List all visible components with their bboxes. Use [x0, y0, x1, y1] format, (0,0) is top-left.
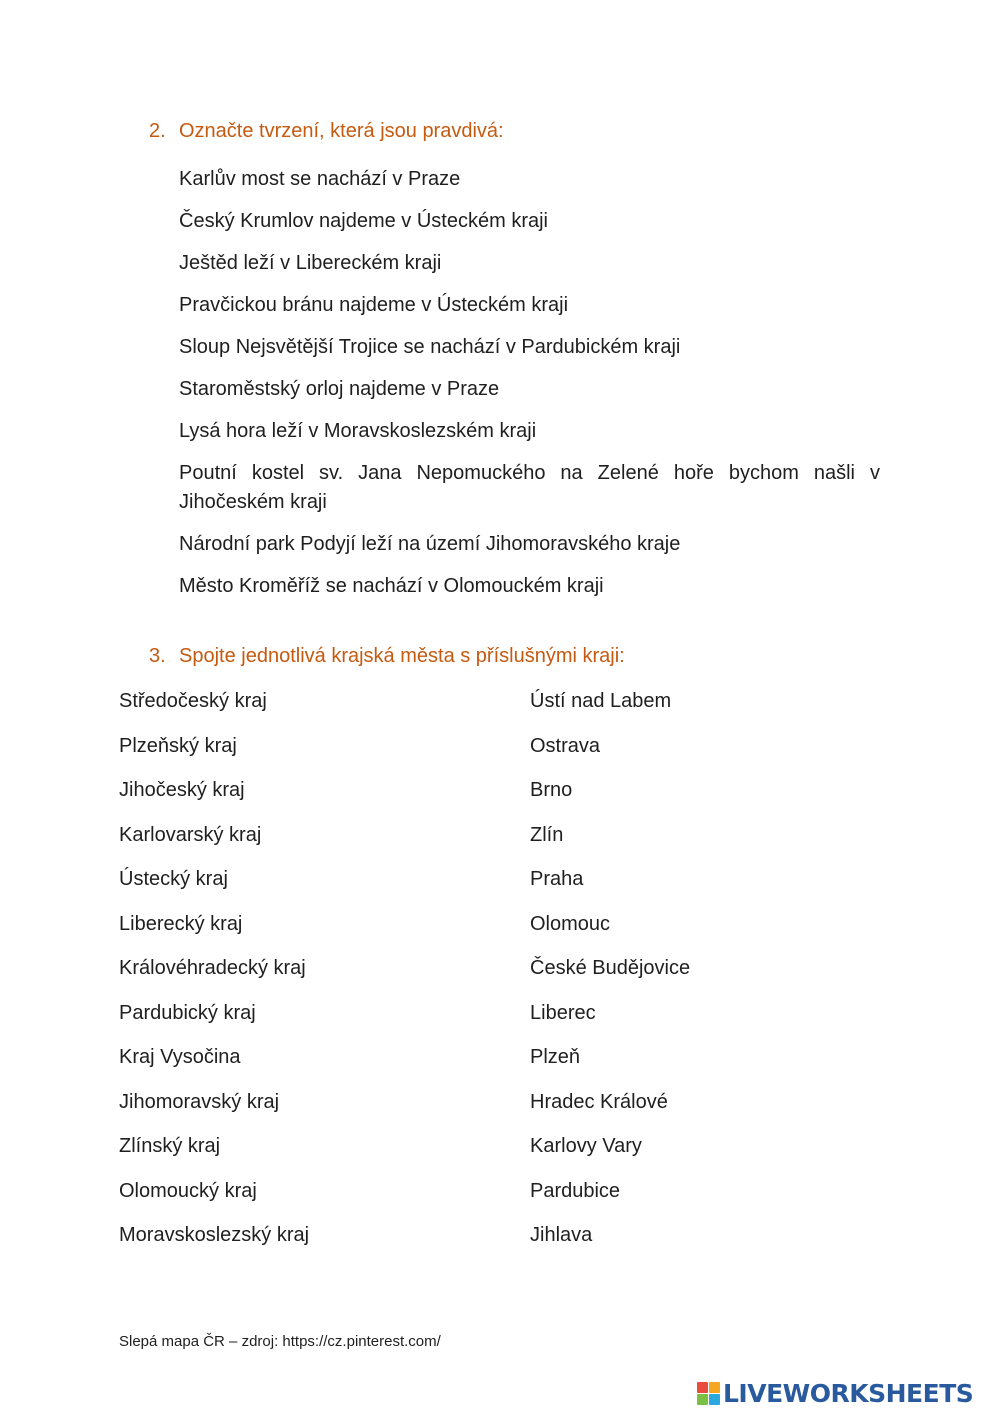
match-row [119, 822, 879, 867]
logo-mark-icon [697, 1382, 720, 1405]
city-item[interactable]: Olomouc [530, 912, 611, 935]
section-3-number: 3. [149, 645, 166, 667]
region-item[interactable]: Jihomoravský kraj [119, 1090, 280, 1113]
match-row [119, 1133, 879, 1178]
region-item[interactable]: Kraj Vysočina [119, 1046, 241, 1068]
city-item[interactable]: Praha [530, 868, 584, 890]
logo-tile [697, 1394, 708, 1405]
city-item[interactable]: Jihlava [530, 1224, 593, 1246]
logo-tile [709, 1382, 720, 1393]
city-item[interactable]: České Budějovice [530, 957, 691, 979]
region-item[interactable]: Plzeňský kraj [119, 734, 237, 757]
statement-item[interactable]: Sloup Nejsvětější Trojice se nachází v Pardubickém kraji [179, 336, 681, 358]
match-row [119, 1000, 879, 1045]
region-item[interactable]: Olomoucký kraj [119, 1179, 257, 1202]
section-3-title: Spojte jednotlivá krajská města s příslušnými kraji: [179, 645, 625, 667]
match-row [119, 866, 879, 911]
statement-item[interactable]: Pravčickou bránu najdeme v Ústeckém kraji [179, 294, 569, 316]
statement-item[interactable]: Lysá hora leží v Moravskoslezském kraji [179, 420, 537, 442]
region-item[interactable]: Královéhradecký kraj [119, 957, 306, 979]
match-row [119, 1178, 879, 1223]
matching-list [119, 688, 879, 1267]
city-item[interactable]: Plzeň [530, 1046, 581, 1068]
city-item[interactable]: Liberec [530, 1001, 596, 1024]
region-item[interactable]: Moravskoslezský kraj [119, 1224, 310, 1246]
statement-list [179, 165, 880, 614]
statement-item[interactable]: Karlův most se nachází v Praze [179, 168, 461, 190]
statement-item[interactable]: Město Kroměříž se nachází v Olomouckém kraji [179, 575, 604, 597]
statement-item[interactable]: Poutní kostel sv. Jana Nepomuckého na Zelené hoře bychom našli v Jihočeském kraji [179, 462, 880, 513]
match-row [119, 688, 879, 733]
match-row [119, 1044, 879, 1089]
city-item[interactable]: Brno [530, 779, 573, 801]
statement-item[interactable]: Národní park Podyjí leží na území Jihomoravského kraje [179, 533, 681, 555]
statement-item[interactable]: Český Krumlov najdeme v Ústeckém kraji [179, 210, 548, 232]
section-2-title: Označte tvrzení, která jsou pravdivá: [179, 120, 504, 142]
match-row [119, 1089, 879, 1134]
logo-tile [697, 1382, 708, 1393]
city-item[interactable]: Karlovy Vary [530, 1135, 642, 1157]
logo-text: LIVEWORKSHEETS [723, 1378, 974, 1408]
source-note: Slepá mapa ČR – zdroj: https://cz.pinterest.com/ [119, 1333, 441, 1350]
region-item[interactable]: Ústecký kraj [119, 868, 228, 890]
region-item[interactable]: Pardubický kraj [119, 1001, 256, 1024]
statement-item[interactable]: Staroměstský orloj najdeme v Praze [179, 378, 500, 400]
section-2-heading [149, 120, 504, 143]
liveworksheets-logo[interactable] [697, 1377, 973, 1409]
city-item[interactable]: Ostrava [530, 734, 601, 757]
city-item[interactable]: Hradec Králové [530, 1090, 668, 1113]
match-row [119, 733, 879, 778]
region-item[interactable]: Karlovarský kraj [119, 823, 262, 846]
statement-item[interactable]: Ještěd leží v Libereckém kraji [179, 252, 442, 274]
city-item[interactable]: Ústí nad Labem [530, 690, 672, 712]
region-item[interactable]: Liberecký kraj [119, 912, 243, 935]
city-item[interactable]: Zlín [530, 823, 564, 846]
region-item[interactable]: Středočeský kraj [119, 690, 267, 712]
section-3-heading [149, 645, 625, 668]
city-item[interactable]: Pardubice [530, 1179, 621, 1202]
region-item[interactable]: Jihočeský kraj [119, 779, 245, 801]
logo-tile [709, 1394, 720, 1405]
match-row [119, 911, 879, 956]
match-row [119, 777, 879, 822]
match-row [119, 1222, 879, 1267]
region-item[interactable]: Zlínský kraj [119, 1135, 221, 1157]
match-row [119, 955, 879, 1000]
section-2-number: 2. [149, 120, 166, 142]
